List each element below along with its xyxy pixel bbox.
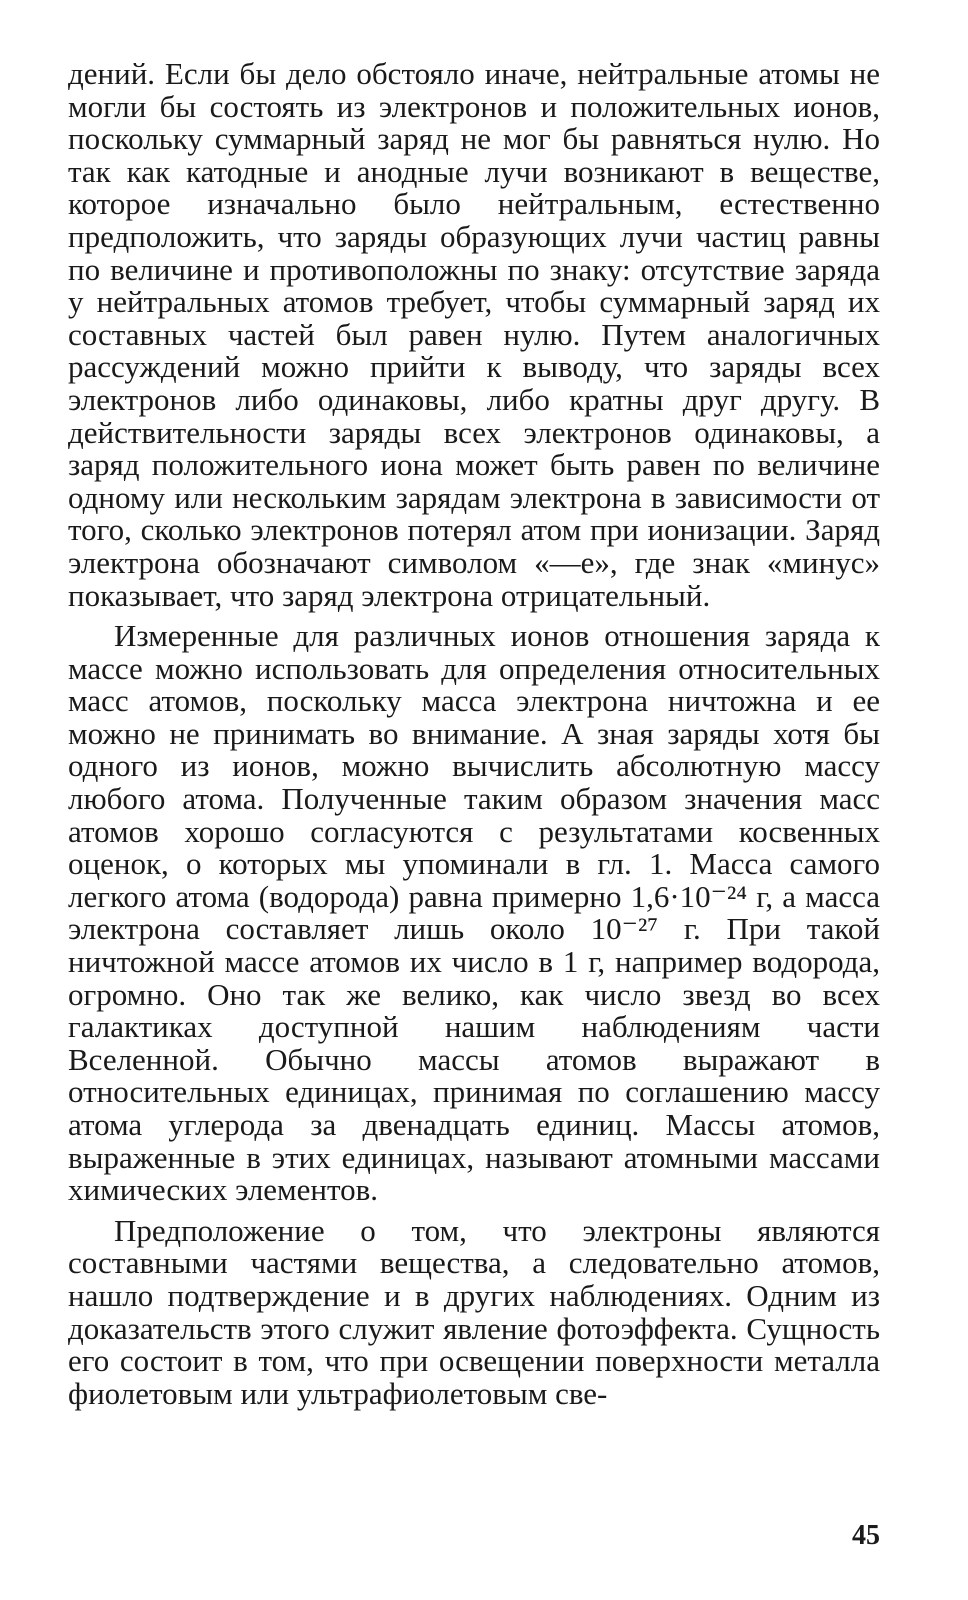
page-number: 45: [852, 1520, 880, 1551]
paragraph-photoeffect: Предположение о том, что электроны являются составными частями вещества, а следовательно атомов, нашло подтверждение и в других наблюдениях. Одним из доказательств этого служит явление фотоэффекта. Сущность его состоит в том, что при освещении поверхности металла фиолетовым или ультрафиолетовым све-: [68, 1212, 880, 1411]
paragraph-ion-masses: Измеренные для различных ионов отношения заряда к массе можно использовать для определения относительных масс атомов, поскольку масса электрона ничтожна и ее можно не принимать во внимание. А зная заряды хотя бы одного из ионов, можно вычислить абсолютную массу любого атома. Полученные таким образом значения масс атомов хорошо согласуются с результатами косвенных оценок, о которых мы упоминали в гл. 1. Масса самого легкого атома (водорода) равна примерно 1,6·10⁻²⁴ г, а масса электрона составляет лишь около 10⁻²⁷ г. При такой ничтожной массе атомов их число в 1 г, например водорода, огромно. Оно так же велико, как число звезд во всех галактиках доступной нашим наблюдениям части Вселенной. Обычно массы атомов выражают в относительных единицах, принимая по соглашению массу атома углерода за двенадцать единиц. Массы атомов, выраженные в этих единицах, называют атомными массами химических элементов.: [68, 618, 880, 1208]
paragraph-continuation: дений. Если бы дело обстояло иначе, нейтральные атомы не могли бы состоять из электронов и положительных ионов, поскольку суммарный заряд не мог бы равняться нулю. Но так как катодные и анодные лучи возникают в веществе, которое изначально было нейтральным, естественно предположить, что заряды образующих лучи частиц равны по величине и противоположны по знаку: отсутствие заряда у нейтральных атомов требует, чтобы суммарный заряд их составных частей был равен нулю. Путем аналогичных рассуждений можно прийти к выводу, что заряды всех электронов либо одинаковы, либо кратны друг другу. В действительности заряды всех электронов одинаковы, а заряд положительного иона может быть равен по величине одному или нескольким зарядам электрона в зависимости от того, сколько электронов потерял атом при ионизации. Заряд электрона обозначают символом «—e», где знак «минус» показывает, что заряд электрона отрицательный.: [68, 56, 880, 613]
page-body: [68, 58, 880, 1410]
